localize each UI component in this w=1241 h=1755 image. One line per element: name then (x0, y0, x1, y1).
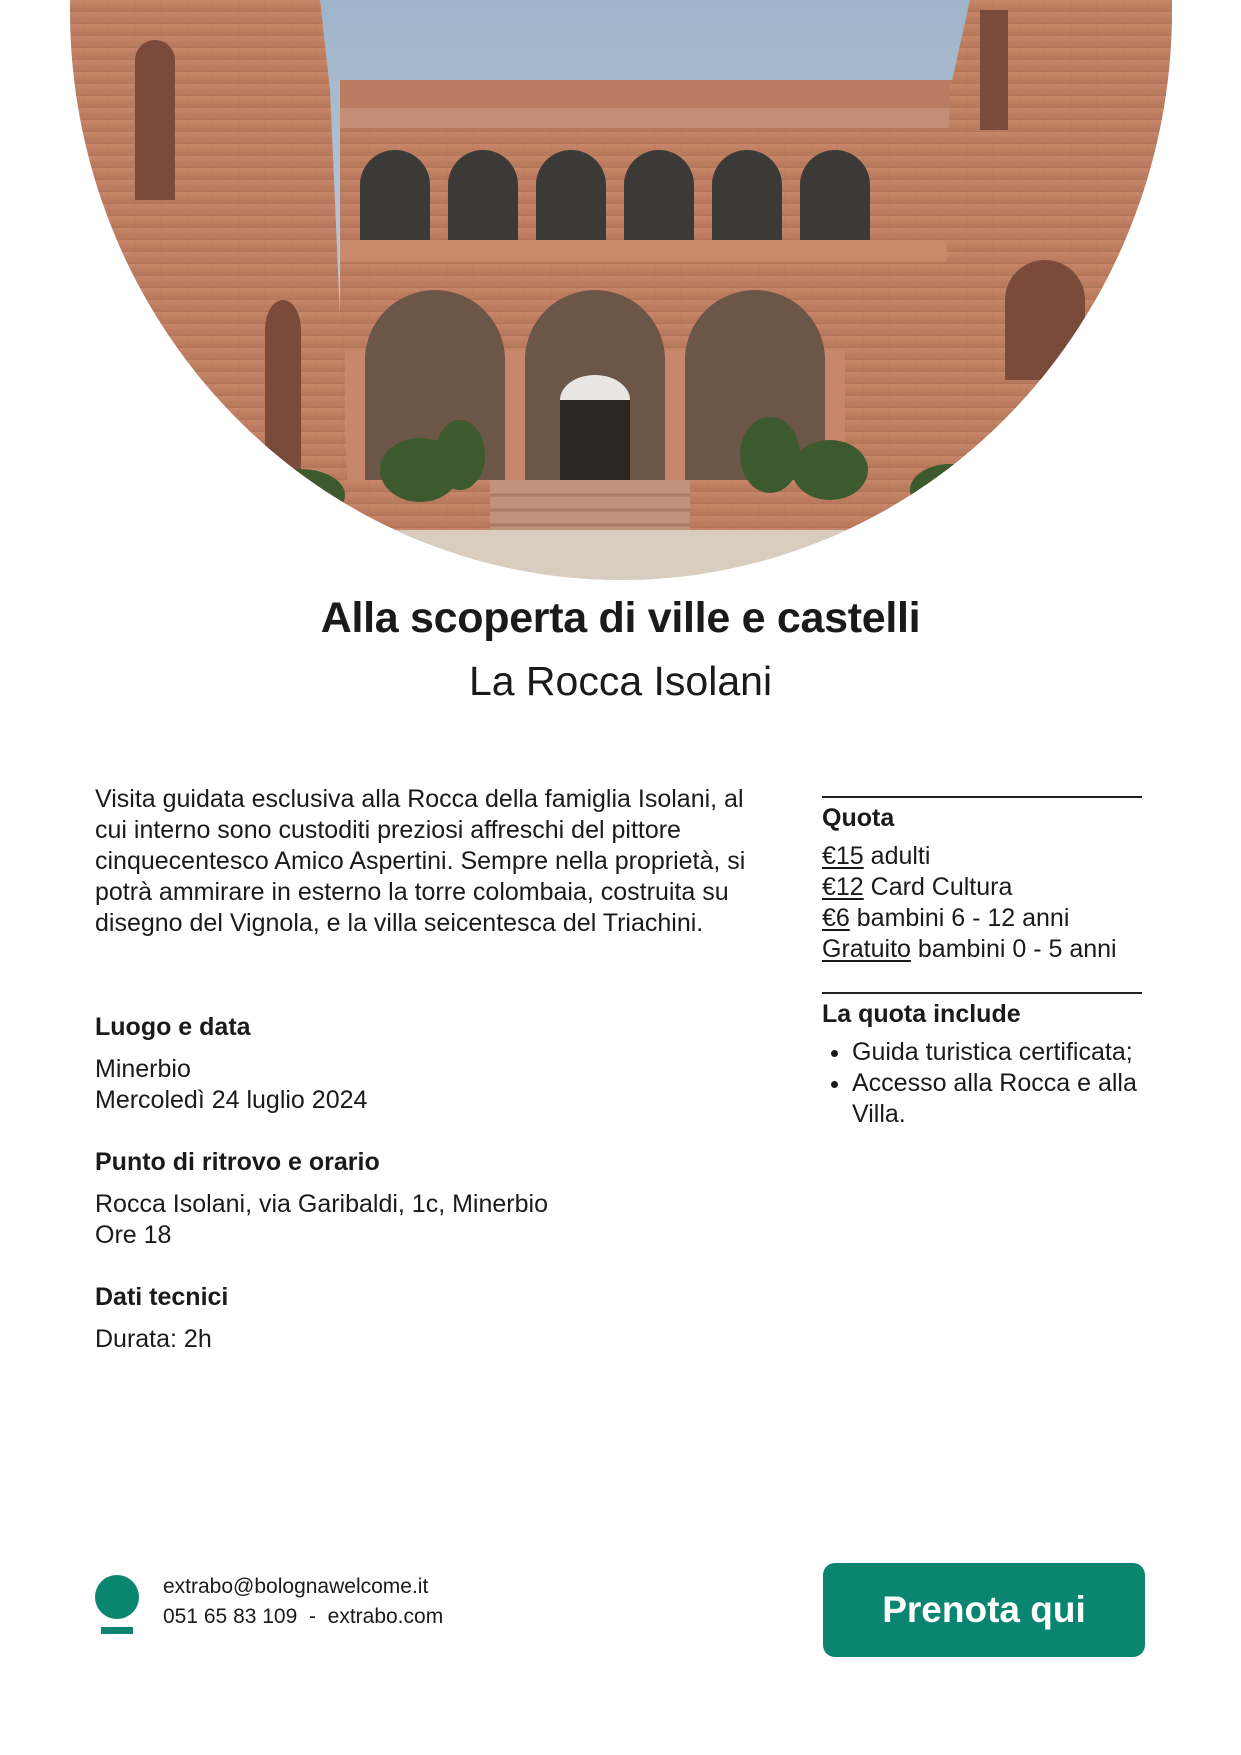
page-title: Alla scoperta di ville e castelli (320, 594, 921, 642)
section-heading: Punto di ritrovo e orario (95, 1148, 380, 1176)
quota-label: bambini 6 - 12 anni (849, 904, 1070, 932)
hero-photo (70, 0, 1172, 580)
quota-list (822, 841, 1142, 965)
section-value: Ore 18 (95, 1221, 172, 1249)
include-panel (822, 992, 1142, 1130)
divider (822, 992, 1142, 994)
brand-logo-icon (91, 1575, 143, 1635)
castle-courtyard-illustration (70, 0, 1172, 580)
section-value: Rocca Isolani, via Garibaldi, 1c, Minerbio (95, 1190, 548, 1218)
contact-email[interactable]: extrabo@bolognawelcome.it (163, 1575, 429, 1598)
quota-price: Gratuito (822, 935, 911, 963)
prenota-button[interactable]: Prenota qui (823, 1563, 1145, 1657)
quota-item (822, 934, 1142, 965)
section-luogo (95, 1013, 367, 1116)
contact-site[interactable]: extrabo.com (327, 1605, 444, 1628)
quota-item (822, 841, 1142, 872)
include-item: • Accesso alla Rocca e alla Villa. (852, 1068, 1142, 1130)
quota-price: €6 (822, 904, 850, 932)
quota-price: €12 (822, 873, 864, 901)
contact-info (163, 1572, 443, 1632)
contact-separator: - (297, 1605, 328, 1628)
quota-label: adulti (863, 842, 931, 870)
quota-price: €15 (822, 842, 864, 870)
include-item: • Guida turistica certificata; (852, 1037, 1142, 1068)
description-text: Visita guidata esclusiva alla Rocca della famiglia Isolani, al cui interno sono custoditi preziosi affreschi del pittore cinquecentesco Amico Aspertini. Sempre nella proprietà, si potrà ammirare in esterno la torre colombaia, costruita su disegno del Vignola, e la villa seicentesca del Triachini. (95, 785, 746, 937)
quota-heading: Quota (822, 804, 895, 832)
include-list (822, 1037, 1142, 1130)
description-block (95, 784, 755, 939)
quota-label: bambini 0 - 5 anni (910, 935, 1117, 963)
quota-item (822, 872, 1142, 903)
section-ritrovo (95, 1148, 548, 1251)
section-value: Durata: 2h (95, 1325, 212, 1353)
section-tecnici (95, 1283, 228, 1355)
include-heading: La quota include (822, 1000, 1021, 1028)
quota-item (822, 903, 1142, 934)
section-heading: Luogo e data (95, 1013, 251, 1041)
section-value: Minerbio (95, 1055, 191, 1083)
quota-label: Card Cultura (863, 873, 1013, 901)
section-value: Mercoledì 24 luglio 2024 (95, 1086, 368, 1114)
page-subtitle: La Rocca Isolani (468, 658, 773, 704)
section-heading: Dati tecnici (95, 1283, 229, 1311)
contact-phone[interactable]: 051 65 83 109 (163, 1605, 298, 1628)
quota-panel (822, 796, 1142, 965)
contact-line (163, 1602, 443, 1632)
divider (822, 796, 1142, 798)
